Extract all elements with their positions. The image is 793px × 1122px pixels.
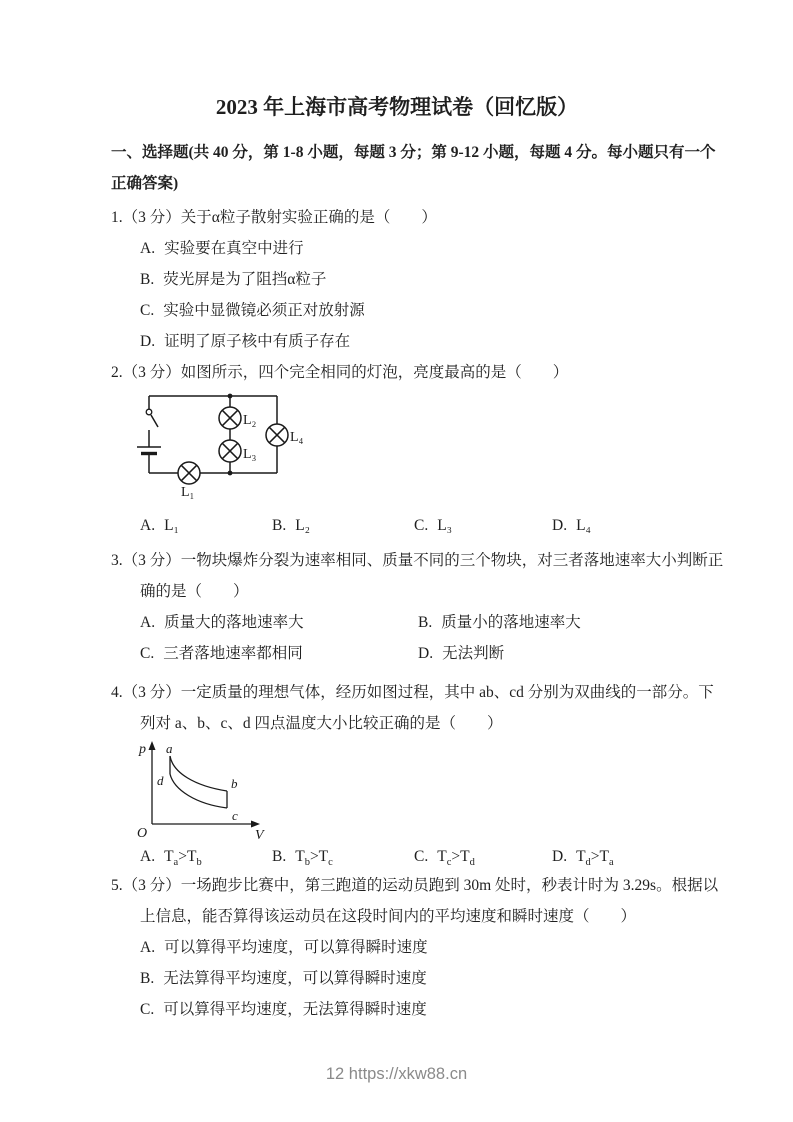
pv-cycle-curve [170, 756, 227, 808]
p-axis-arrow [149, 741, 156, 750]
question-2-stem: 2.（3 分）如图所示，四个完全相同的灯泡，亮度最高的是（ ） [111, 364, 569, 381]
question-4-option-a: A. $T_a>T_b$ [140, 848, 202, 869]
point-c-label: c [232, 808, 238, 823]
question-4-option-b: B. $T_b>T_c$ [272, 848, 333, 869]
question-3-number: 3. [111, 552, 123, 569]
question-1-option-d: D. 证明了原子核中有质子存在 [140, 333, 351, 350]
question-1-number: 1. [111, 209, 123, 226]
question-3-option-a: A. 质量大的落地速率大 [140, 614, 304, 631]
circuit-diagram [137, 388, 342, 510]
question-1-option-a: A. 实验要在真空中进行 [140, 240, 304, 257]
lamp-l3-label: L₃ [243, 447, 257, 462]
question-4-options [111, 841, 693, 872]
question-3-options-row2 [111, 638, 693, 669]
question-5-option-a: A. 可以算得平均速度，可以算得瞬时速度 [140, 939, 428, 956]
question-5-stem-cont: 上信息，能否算得该运动员在这段时间内的平均速度和瞬时速度（ ） [140, 908, 637, 925]
origin-label: O [137, 826, 148, 841]
point-b-label: b [231, 776, 238, 791]
question-4-option-c: C. $T_c>T_d$ [414, 848, 475, 869]
pv-graph [130, 737, 280, 841]
page-footer: 12 https://xkw88.cn [325, 1065, 468, 1083]
question-4-stem-cont: 列对 a、b、c、d 四点温度大小比较正确的是（ ） [140, 715, 503, 732]
lamp-l4-label: L₄ [290, 430, 304, 445]
question-2-option-c: C. L₃ [414, 517, 453, 534]
question-3-stem-cont: 确的是（ ） [140, 583, 249, 600]
question-3-option-c: C. 三者落地速率都相同 [140, 645, 303, 662]
question-4-number: 4. [111, 684, 123, 701]
question-3-option-b: B. 质量小的落地速率大 [418, 614, 581, 631]
question-3 [111, 545, 724, 669]
question-3-options-row1 [111, 607, 693, 638]
junction-dot-bottom [228, 471, 233, 476]
lamp-l1-icon [178, 462, 200, 484]
question-4 [111, 677, 714, 872]
question-2-option-b: B. L₂ [272, 517, 311, 534]
lamp-l2-icon [219, 407, 241, 429]
question-2-options [111, 510, 693, 541]
switch-icon [146, 409, 158, 427]
question-4-option-d: D. $T_d>T_a$ [552, 848, 614, 869]
battery-icon [137, 447, 161, 454]
circuit-wires [149, 396, 277, 473]
question-2-option-a: A. L₁ [140, 517, 179, 534]
question-3-stem: 3.（3 分）一物块爆炸分裂为速率相同、质量不同的三个物块，对三者落地速率大小判断正 [111, 552, 724, 569]
question-5-option-b: B. 无法算得平均速度，可以算得瞬时速度 [140, 970, 427, 987]
point-a-label: a [166, 741, 173, 756]
lamp-l2-label: L₂ [243, 413, 257, 428]
question-1-option-b: B. 荧光屏是为了阻挡α粒子 [140, 271, 327, 288]
question-2 [111, 357, 693, 541]
question-2-number: 2. [111, 364, 123, 381]
v-axis-arrow [251, 821, 260, 828]
question-3-option-d: D. 无法判断 [418, 645, 505, 662]
p-axis-label: p [139, 742, 146, 757]
lamp-l1-label: L₁ [181, 485, 195, 500]
lamp-l4-icon [266, 424, 288, 446]
question-1-stem: 1.（3 分）关于α粒子散射实验正确的是（ ） [111, 209, 437, 226]
question-1-option-c: C. 实验中显微镜必须正对放射源 [140, 302, 365, 319]
question-2-option-d: D. L₄ [552, 517, 591, 534]
v-axis-label: V [255, 828, 264, 841]
question-5-stem: 5.（3 分）一场跑步比赛中，第三跑道的运动员跑到 30m 处时，秒表计时为 3.29s。根据以 [111, 877, 719, 894]
question-5-number: 5. [111, 877, 123, 894]
question-1 [111, 202, 693, 357]
lamp-l3-icon [219, 440, 241, 462]
page-title: 2023 年上海市高考物理试卷（回忆版） [215, 95, 579, 119]
section-header-line1: 一、选择题(共 40 分，第 1-8 小题，每题 3 分；第 9-12 小题，每题 4 分。每小题只有一个 [111, 144, 716, 161]
section-header-line2: 正确答案) [111, 175, 179, 192]
point-d-label: d [157, 773, 164, 788]
junction-dot-top [228, 394, 233, 399]
question-4-stem: 4.（3 分）一定质量的理想气体，经历如图过程，其中 ab、cd 分别为双曲线的一部分。下 [111, 684, 714, 701]
question-5-option-c: C. 可以算得平均速度，无法算得瞬时速度 [140, 1001, 427, 1018]
question-5 [111, 870, 719, 1025]
section-header [111, 137, 716, 199]
